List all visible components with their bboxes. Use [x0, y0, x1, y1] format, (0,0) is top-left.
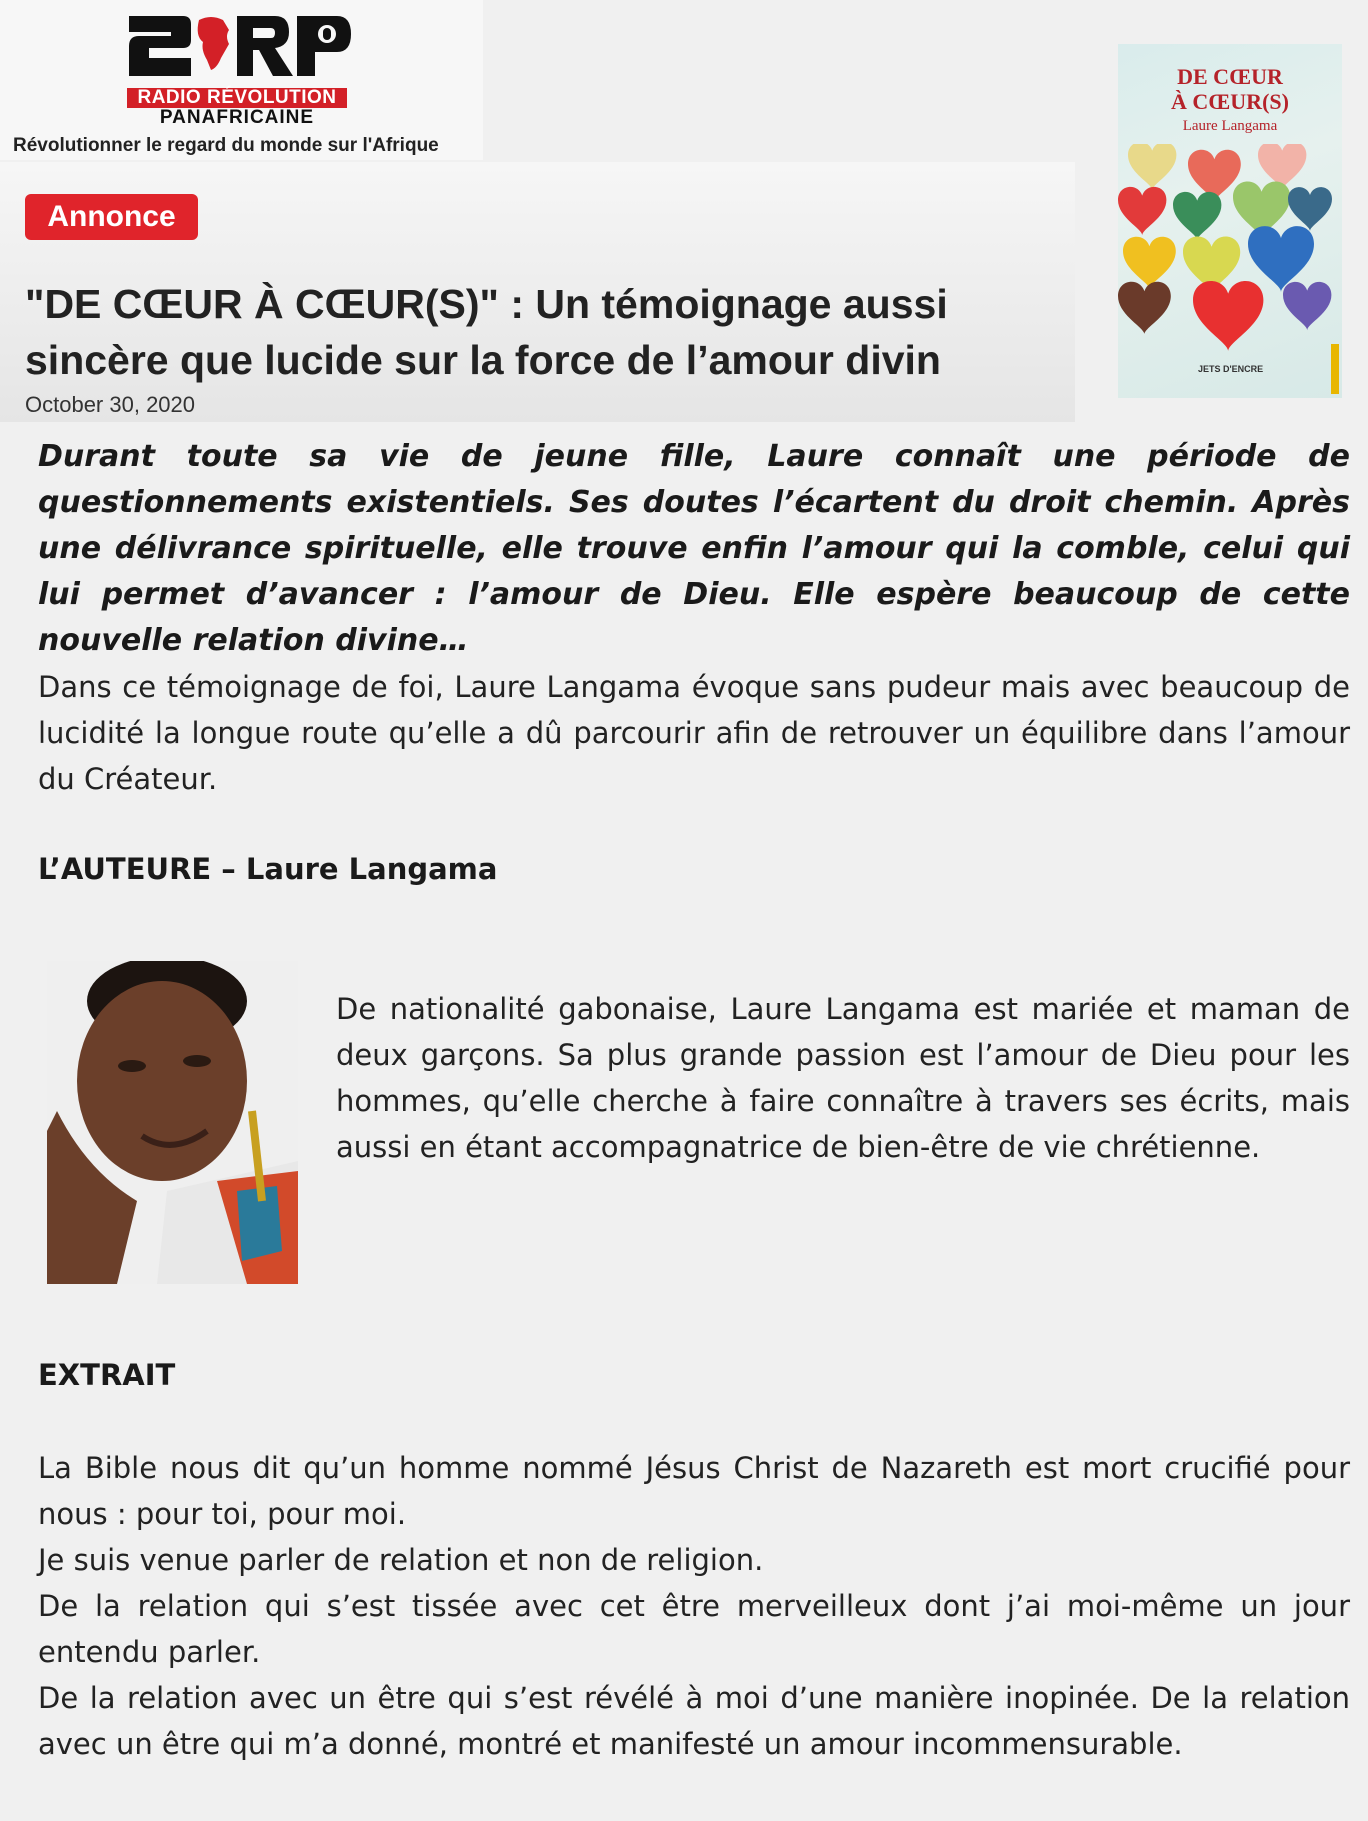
article-paragraph-1: Dans ce témoignage de foi, Laure Langama évoque sans pudeur mais avec beaucoup de lucidité la longue route qu’elle a dû parcourir afin de retrouver un équilibre dans l’amour du Créateur.	[38, 670, 1350, 796]
brand-tagline: Révolutionner le regard du monde sur l'Afrique	[13, 135, 439, 156]
book-cover-author: Laure Langama	[1182, 118, 1278, 134]
extract-line: Je suis venue parler de relation et non de religion.	[38, 1543, 764, 1577]
book-cover-title	[1118, 64, 1342, 114]
book-cover-image	[1118, 44, 1342, 398]
category-badge[interactable]: Annonce	[25, 194, 198, 240]
hearts-illustration	[1118, 144, 1342, 354]
extract-heading: EXTRAIT	[38, 1358, 176, 1392]
extract-line: De la relation qui s’est tissée avec cet être merveilleux dont j’ai moi-même un jour entendu parler.	[38, 1589, 1350, 1669]
brand-name-line1: RADIO RÉVOLUTION	[127, 88, 347, 108]
brand-name-line2: PANAFRICAINE	[159, 107, 315, 128]
extract-body	[38, 1445, 1350, 1767]
book-cover-spine	[1331, 344, 1339, 394]
author-bio: De nationalité gabonaise, Laure Langama est mariée et maman de deux garçons. Sa plus grande passion est l’amour de Dieu pour les hommes, qu’elle cherche à faire connaître à travers ses écrits, mais aussi en étant accompagnatrice de bien-être de vie chrétienne.	[336, 992, 1350, 1164]
author-photo	[47, 961, 298, 1284]
site-logo[interactable]	[0, 0, 483, 160]
article-lead: Durant toute sa vie de jeune fille, Laure connaît une période de questionnements existentiels. Ses doutes l’écartent du droit chemin. Après une délivrance spirituelle, elle trouve enfin l’amour qui la comble, celui qui lui permet d’avancer : l’amour de Dieu. Elle espère beaucoup de cette nouvelle relation divine…	[38, 439, 1350, 658]
author-heading: L’AUTEURE – Laure Langama	[38, 852, 498, 886]
portrait-illustration	[47, 961, 298, 1284]
article-title: "DE CŒUR À CŒUR(S)" : Un témoignage aussi sincère que lucide sur la force de l’amour divin	[25, 281, 948, 383]
logo-mark-icon	[125, 6, 353, 88]
book-cover-title-line2: À CŒUR(S)	[1171, 89, 1289, 114]
extract-line: La Bible nous dit qu’un homme nommé Jésus Christ de Nazareth est mort crucifié pour nous : pour toi, pour moi.	[38, 1451, 1350, 1531]
extract-line: De la relation avec un être qui s’est révélé à moi d’une manière inopinée. De la relation avec un être qui m’a donné, montré et manifesté un amour incommensurable.	[38, 1681, 1350, 1761]
book-cover-publisher: JETS D'ENCRE	[1198, 364, 1264, 374]
book-cover-title-line1: DE CŒUR	[1177, 64, 1283, 89]
article-date: October 30, 2020	[25, 392, 196, 417]
